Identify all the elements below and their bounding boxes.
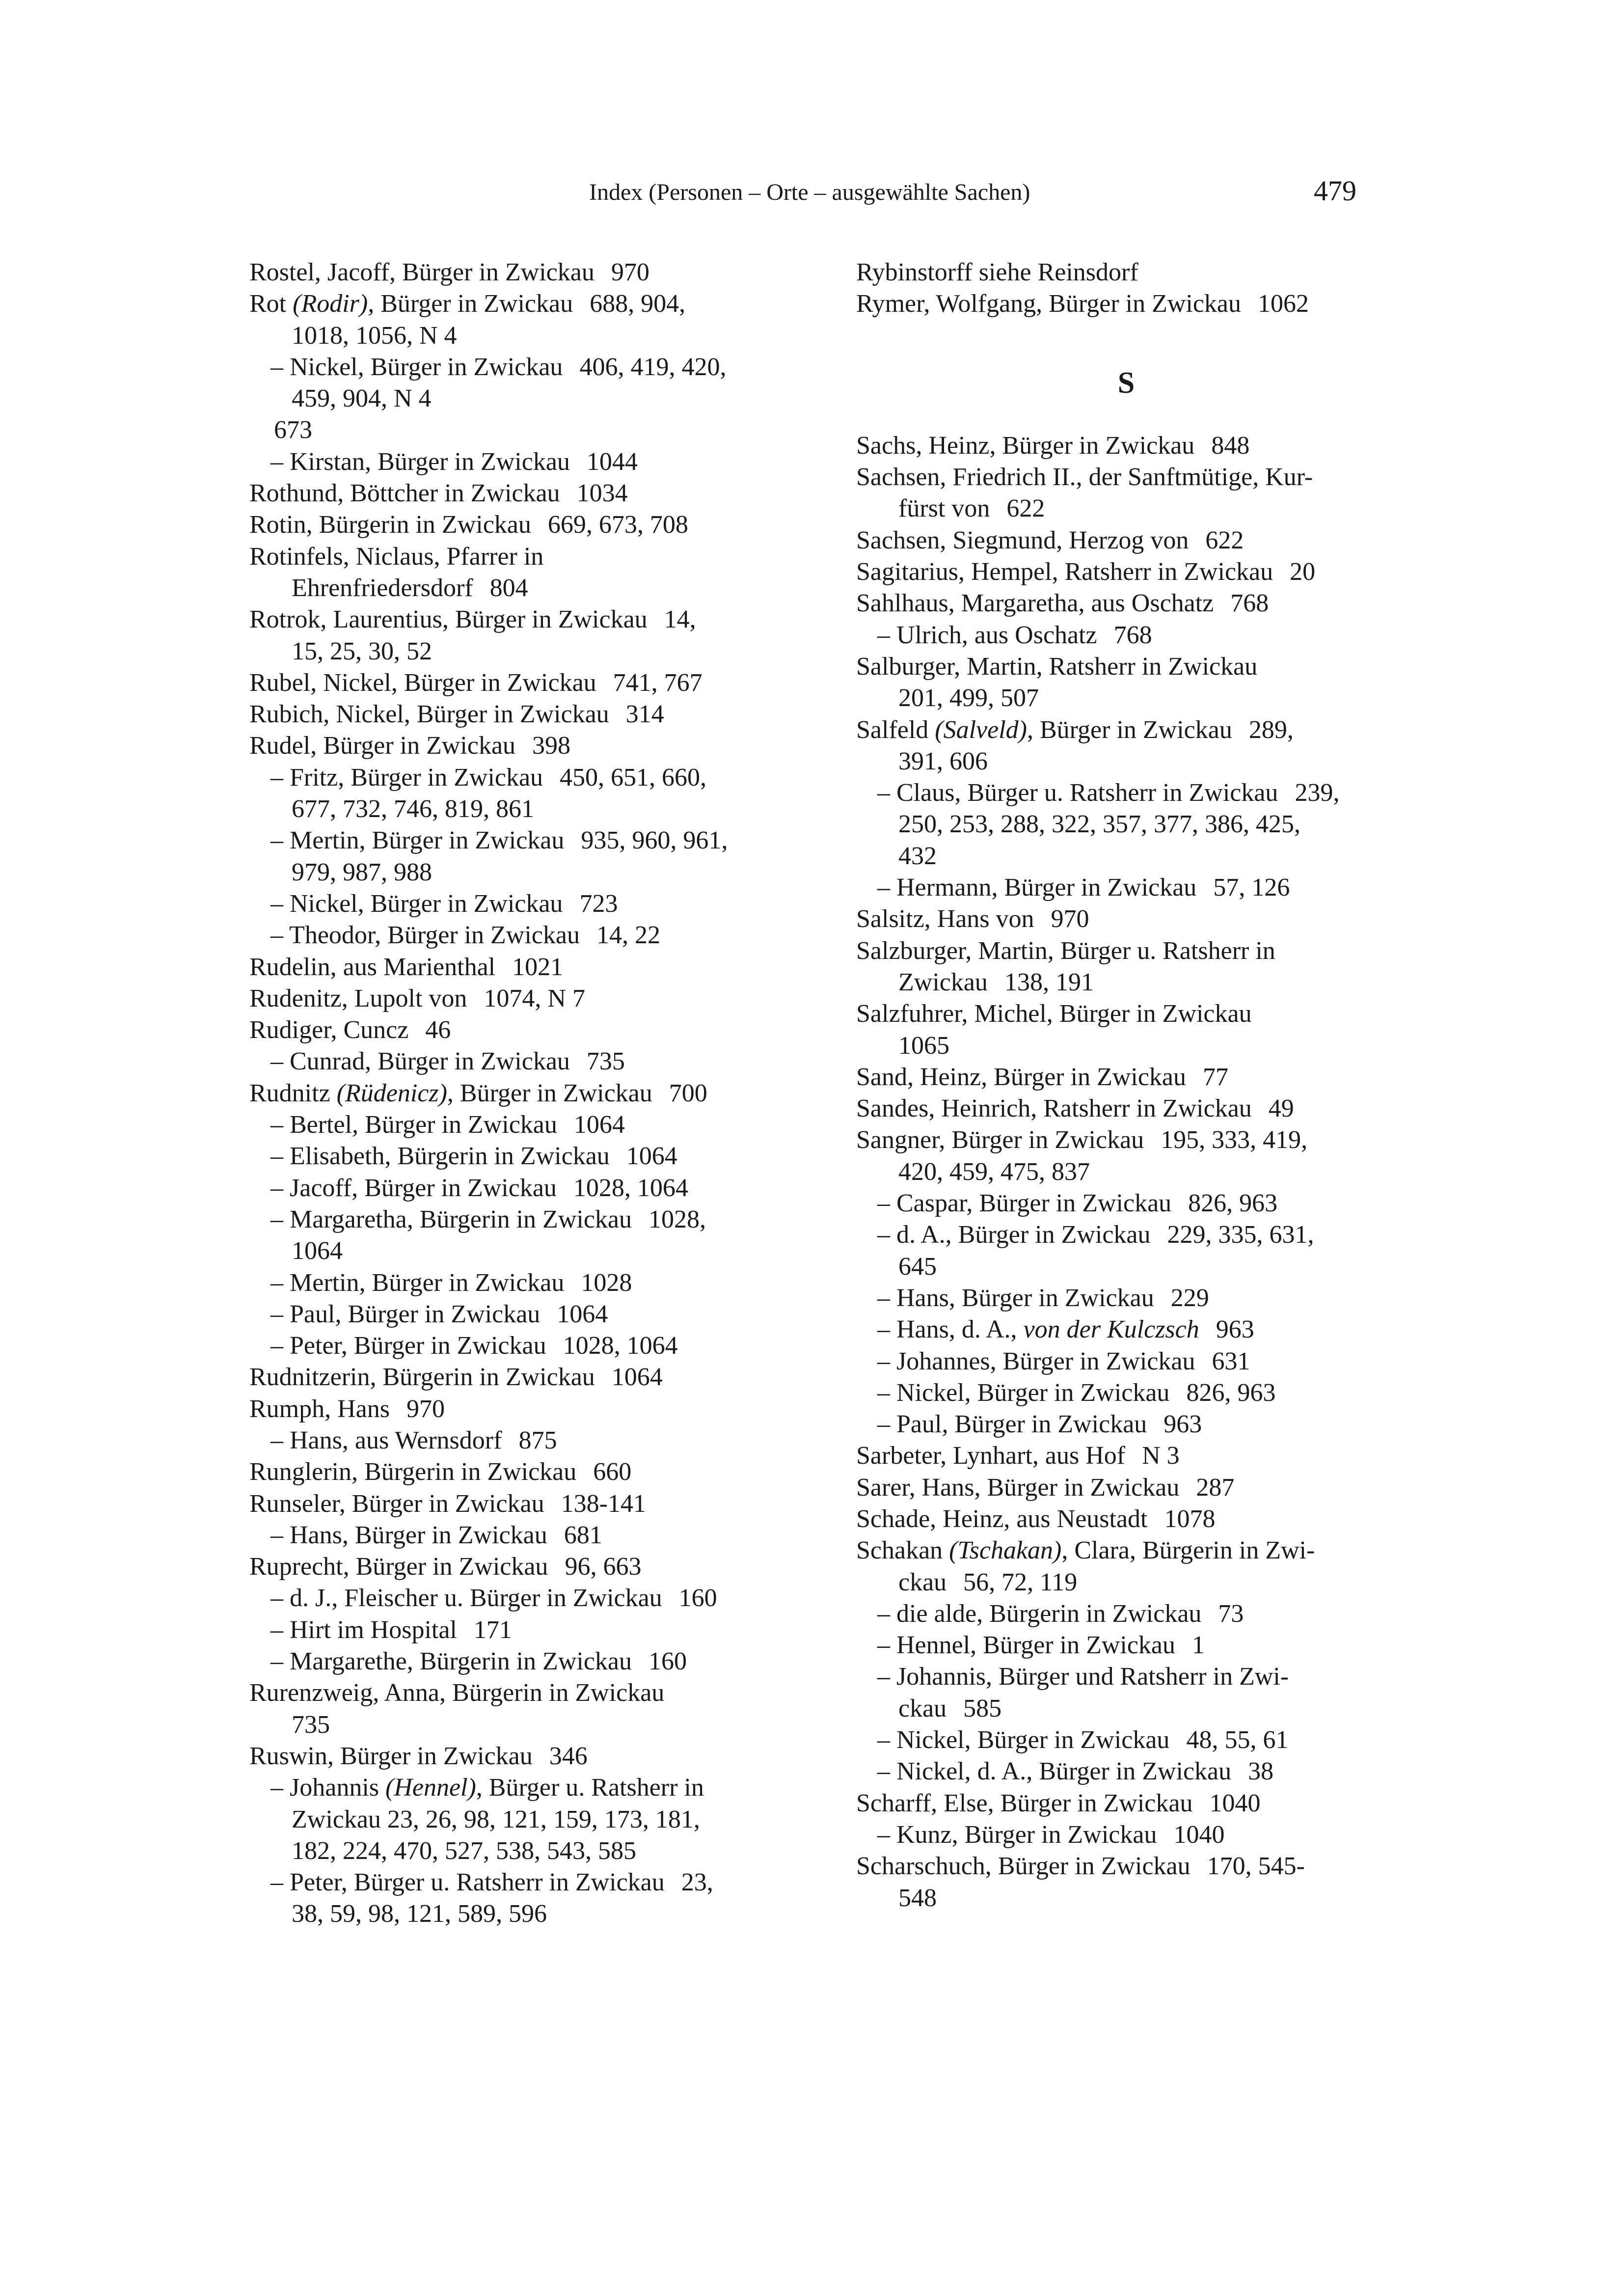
- index-group-s: [856, 430, 1396, 1914]
- entry-pages: 160: [648, 1647, 687, 1676]
- index-entry: [249, 1551, 789, 1583]
- index-entry: [249, 1141, 789, 1172]
- entry-term: Runglerin, Bürgerin in Zwickau: [249, 1458, 577, 1486]
- index-entry: [249, 1299, 789, 1330]
- index-entry: [249, 1583, 789, 1614]
- entry-term: – d. J., Fleischer u. Bürger in Zwickau: [270, 1584, 662, 1613]
- entry-continuation: [898, 809, 1396, 840]
- index-entry: [249, 1488, 789, 1520]
- index-entry: [249, 1520, 789, 1551]
- entry-pages: 38: [1248, 1757, 1274, 1786]
- entry-pages: 768: [1230, 589, 1269, 618]
- entry-term: – Nickel, Bürger in Zwickau: [877, 1726, 1170, 1754]
- entry-pages: 14,: [664, 605, 696, 634]
- index-entry: [249, 730, 789, 762]
- entry-term: Salzburger, Martin, Bürger u. Ratsherr in: [856, 936, 1275, 965]
- entry-pages: 171: [473, 1615, 512, 1644]
- entry-term: Schakan: [856, 1536, 949, 1565]
- index-entry: [856, 525, 1396, 556]
- entry-variant: (Rodir): [293, 290, 368, 318]
- entry-continuation-text: 459, 904, N 4: [292, 384, 432, 413]
- index-entry: [249, 1046, 789, 1077]
- entry-pages: 963: [1163, 1410, 1202, 1439]
- entry-term: – Margaretha, Bürgerin in Zwickau: [270, 1205, 632, 1233]
- entry-pages: 287: [1196, 1473, 1235, 1502]
- entry-term: Rumph, Hans: [249, 1394, 390, 1423]
- entry-term: Rudenitz, Lupolt von: [249, 984, 467, 1012]
- entry-pages: 229: [1170, 1284, 1209, 1312]
- index-entry: [249, 1614, 789, 1646]
- running-head: Index (Personen – Orte – ausgewählte Sachen): [589, 179, 1030, 205]
- entry-term: Scharff, Else, Bürger in Zwickau: [856, 1789, 1193, 1817]
- index-entry: [249, 762, 789, 825]
- entry-continuation-text: 1064: [292, 1237, 343, 1265]
- entry-term: Rudnitzerin, Bürgerin in Zwickau: [249, 1363, 595, 1392]
- entry-pages: 49: [1268, 1094, 1294, 1123]
- entry-term-rest: , Bürger u. Ratsherr in: [476, 1774, 704, 1802]
- entry-term: Sachsen, Siegmund, Herzog von: [856, 526, 1189, 554]
- entry-pages: 970: [611, 258, 649, 286]
- index-entry: [856, 1851, 1396, 1914]
- entry-term: Rudiger, Cuncz: [249, 1016, 409, 1044]
- entry-pages: 1044: [586, 447, 638, 476]
- entry-continuation: [292, 857, 789, 888]
- entry-pages: 1028: [581, 1268, 632, 1297]
- entry-term: Sachsen, Friedrich II., der Sanftmütige, Kur-: [856, 463, 1313, 492]
- entry-pages: 804: [489, 574, 528, 602]
- entry-continuation-text: 15, 25, 30, 52: [292, 637, 432, 665]
- entry-pages: 1064: [557, 1300, 608, 1328]
- index-entry: [856, 903, 1396, 935]
- entry-continuation-text: 735: [292, 1710, 330, 1739]
- entry-continuation: [292, 793, 789, 825]
- entry-continuation: [898, 493, 1396, 524]
- entry-continuation: [898, 1251, 1396, 1283]
- entry-continuation-text: 645: [898, 1252, 937, 1281]
- entry-continuation-text: Ehrenfriedersdorf: [292, 574, 473, 602]
- index-entry: [856, 1630, 1396, 1661]
- entry-continuation-text: fürst von: [898, 494, 990, 523]
- index-entry: [249, 983, 789, 1014]
- entry-pages: 138, 191: [1004, 968, 1094, 996]
- entry-pages: 1064: [573, 1111, 625, 1139]
- entry-term: Rothund, Böttcher in Zwickau: [249, 479, 560, 508]
- entry-pages: 970: [406, 1394, 445, 1423]
- entry-pages: 660: [593, 1458, 632, 1486]
- entry-continuation-text: 548: [898, 1884, 937, 1912]
- entry-term: Rudel, Bürger in Zwickau: [249, 732, 516, 760]
- entry-term: Rostel, Jacoff, Bürger in Zwickau: [249, 258, 595, 286]
- entry-variant: (Salveld): [935, 715, 1027, 744]
- index-entry: [249, 1173, 789, 1204]
- index-entry: [856, 1503, 1396, 1535]
- index-entry: [856, 998, 1396, 1062]
- entry-term-rest: , Bürger in Zwickau: [1027, 715, 1232, 744]
- entry-continuation: [898, 1693, 1396, 1724]
- index-entry: [856, 1440, 1396, 1472]
- entry-variant: (Hennel): [385, 1774, 476, 1802]
- entry-continuation: [898, 967, 1396, 998]
- entry-term: Salburger, Martin, Ratsherr in Zwickau: [856, 652, 1258, 681]
- entry-continuation: 182, 224, 470, 527, 538, 543, 585: [292, 1836, 636, 1865]
- entry-continuation-text: 677, 732, 746, 819, 861: [292, 795, 534, 823]
- index-column-left: [249, 257, 789, 1930]
- index-entry: [249, 1109, 789, 1141]
- entry-pages: 138-141: [561, 1489, 646, 1518]
- entry-continuation-text: 201, 499, 507: [898, 684, 1039, 712]
- entry-term: – Cunrad, Bürger in Zwickau: [270, 1047, 570, 1076]
- entry-pages: 735: [586, 1047, 625, 1076]
- entry-continuation-text: 420, 459, 475, 837: [898, 1157, 1090, 1186]
- entry-pages: 935, 960, 961,: [581, 826, 728, 855]
- entry-term: – Ulrich, aus Oschatz: [877, 621, 1097, 649]
- index-entry: [856, 935, 1396, 999]
- entry-pages: 1040: [1173, 1820, 1225, 1849]
- index-entry: [249, 1425, 789, 1456]
- entry-variant: (Tschakan): [949, 1536, 1062, 1565]
- index-entry: [249, 288, 789, 352]
- index-entry: [856, 430, 1396, 462]
- entry-term: – Bertel, Bürger in Zwickau: [270, 1111, 557, 1139]
- index-entry: [249, 1456, 789, 1488]
- entry-pages: 170, 545-: [1207, 1852, 1305, 1881]
- entry-term: Rymer, Wolfgang, Bürger in Zwickau: [856, 290, 1242, 318]
- entry-continuation: [292, 573, 789, 604]
- entry-term: – Margarethe, Bürgerin in Zwickau: [270, 1647, 632, 1676]
- entry-pages: 20: [1290, 558, 1316, 586]
- entry-term: – Nickel, Bürger in Zwickau: [877, 1378, 1170, 1407]
- entry-continuation-text: 1065: [898, 1031, 949, 1060]
- entry-pages: 195, 333, 419,: [1161, 1126, 1308, 1154]
- index-entry: [249, 1014, 789, 1046]
- entry-continuation: [898, 1156, 1396, 1188]
- entry-pages: 669, 673, 708: [547, 511, 688, 539]
- index-entry: [856, 1093, 1396, 1124]
- entry-pages: 314: [625, 700, 664, 729]
- entry-continuation-text: Zwickau 23, 26, 98, 121, 159, 173, 181,: [292, 1805, 700, 1833]
- entry-term: – d. A., Bürger in Zwickau: [877, 1221, 1151, 1249]
- index-entry: [249, 1677, 789, 1741]
- index-entry: [249, 1772, 789, 1867]
- entry-continuation: [292, 1804, 789, 1835]
- entry-pages: 681: [564, 1521, 602, 1549]
- entry-continuation-text: 1018, 1056, N 4: [292, 321, 457, 350]
- index-entry: [856, 1062, 1396, 1093]
- entry-term: – Johannis, Bürger und Ratsherr in Zwi-: [877, 1663, 1289, 1691]
- index-entry: [249, 667, 789, 699]
- entry-term: – Johannes, Bürger in Zwickau: [877, 1347, 1195, 1375]
- index-entry: [249, 888, 789, 920]
- entry-term: Rudelin, aus Marienthal: [249, 953, 496, 981]
- entry-continuation-text: 391, 606: [898, 747, 988, 775]
- entry-term: – Hans, d. A.,: [877, 1315, 1024, 1344]
- entry-pages: 160: [678, 1584, 717, 1613]
- entry-continuation: 432: [898, 842, 937, 870]
- entry-pages: 450, 651, 660,: [560, 763, 707, 792]
- entry-pages: 688, 904,: [590, 290, 686, 318]
- entry-term: – Elisabeth, Bürgerin in Zwickau: [270, 1142, 610, 1171]
- entry-term: Runseler, Bürger in Zwickau: [249, 1489, 544, 1518]
- entry-continuation: [898, 746, 1396, 777]
- entry-pages: 14, 22: [596, 921, 660, 950]
- entry-term: Sangner, Bürger in Zwickau: [856, 1126, 1144, 1154]
- entry-pages: 826, 963: [1188, 1189, 1278, 1218]
- entry-term: – Hennel, Bürger in Zwickau: [877, 1631, 1175, 1660]
- entry-pages: 585: [963, 1694, 1002, 1722]
- entry-term: Rybinstorff siehe Reinsdorf: [856, 258, 1138, 286]
- entry-term: – Kunz, Bürger in Zwickau: [877, 1820, 1157, 1849]
- entry-continuation: [292, 1235, 789, 1267]
- entry-pages: 1021: [512, 953, 564, 981]
- entry-term: – Hans, Bürger in Zwickau: [877, 1284, 1154, 1312]
- entry-pages: 768: [1113, 621, 1152, 649]
- index-entry: [856, 1124, 1396, 1188]
- entry-term: – Peter, Bürger u. Ratsherr in Zwickau: [270, 1868, 665, 1897]
- index-entry: [249, 952, 789, 983]
- entry-pages: 229, 335, 631,: [1167, 1221, 1314, 1249]
- entry-continuation-text: ckau: [898, 1568, 947, 1596]
- entry-term: – Hirt im Hospital: [270, 1615, 457, 1644]
- index-entry: [856, 1788, 1396, 1819]
- entry-pages: 1028, 1064: [563, 1332, 678, 1360]
- entry-pages: 289,: [1248, 715, 1294, 744]
- entry-term: Rurenzweig, Anna, Bürgerin in Zwickau: [249, 1679, 665, 1707]
- entry-term-rest: , Clara, Bürgerin in Zwi-: [1061, 1536, 1315, 1565]
- entry-continuation: [898, 1883, 1396, 1914]
- entry-term: Schade, Heinz, aus Neustadt: [856, 1504, 1148, 1533]
- index-entry: [249, 1394, 789, 1425]
- entry-term: – Nickel, Bürger in Zwickau: [270, 889, 563, 918]
- entry-pages: 1040: [1209, 1789, 1261, 1817]
- page-number: 479: [1314, 175, 1356, 207]
- entry-term: – Paul, Bürger in Zwickau: [877, 1410, 1147, 1439]
- entry-pages: 23,: [681, 1868, 713, 1897]
- index-entry: [856, 588, 1396, 619]
- entry-term: Rubich, Nickel, Bürger in Zwickau: [249, 700, 609, 729]
- entry-term: Salzfuhrer, Michel, Bürger in Zwickau: [856, 1000, 1252, 1028]
- index-entry: [856, 1314, 1396, 1345]
- index-entry: [856, 651, 1396, 714]
- index-entry: [249, 1204, 789, 1267]
- index-entry: [249, 1646, 789, 1677]
- index-entry: [249, 414, 789, 446]
- entry-term: – Peter, Bürger in Zwickau: [270, 1332, 546, 1360]
- entry-pages: 631: [1212, 1347, 1250, 1375]
- entry-continuation-text: ckau: [898, 1694, 947, 1722]
- entry-pages: 1034: [576, 479, 628, 508]
- index-entry: [856, 462, 1396, 525]
- index-entry: [856, 1472, 1396, 1503]
- entry-pages: 1028,: [648, 1205, 706, 1233]
- entry-term: – Kirstan, Bürger in Zwickau: [270, 447, 570, 476]
- index-entry: [249, 604, 789, 667]
- index-entry: [856, 1219, 1396, 1283]
- entry-term: Rotin, Bürgerin in Zwickau: [249, 511, 531, 539]
- entry-continuation: [898, 1567, 1396, 1598]
- entry-pages: 1028, 1064: [573, 1174, 688, 1202]
- entry-pages: 848: [1211, 431, 1250, 460]
- index-entry: [856, 556, 1396, 588]
- entry-term: Sarbeter, Lynhart, aus Hof: [856, 1442, 1126, 1470]
- entry-term: Scharschuch, Bürger in Zwickau: [856, 1852, 1190, 1881]
- index-entry: [249, 446, 789, 478]
- entry-continuation: [292, 1898, 789, 1930]
- entry-term: – Nickel, d. A., Bürger in Zwickau: [877, 1757, 1232, 1786]
- entry-continuation: [898, 683, 1396, 714]
- entry-pages: N 3: [1142, 1442, 1180, 1470]
- index-entry: [249, 257, 789, 288]
- entry-pages: 406, 419, 420,: [579, 353, 727, 381]
- entry-term: Rot: [249, 290, 293, 318]
- entry-pages: 96, 663: [565, 1553, 642, 1581]
- entry-pages: 1062: [1258, 290, 1309, 318]
- entry-continuation: [292, 320, 789, 352]
- index-entry: [249, 1267, 789, 1299]
- entry-pages: 700: [669, 1079, 707, 1107]
- entry-pages: 826, 963: [1186, 1378, 1276, 1407]
- entry-term: – Fritz, Bürger in Zwickau: [270, 763, 543, 792]
- entry-term: – Theodor, Bürger in Zwickau: [270, 921, 580, 950]
- entry-term: – Mertin, Bürger in Zwickau: [270, 826, 565, 855]
- index-entry: [249, 920, 789, 951]
- index-entry: [856, 1188, 1396, 1219]
- entry-term: Ruprecht, Bürger in Zwickau: [249, 1553, 548, 1581]
- entry-term: – Paul, Bürger in Zwickau: [270, 1300, 541, 1328]
- entry-term: Salsitz, Hans von: [856, 905, 1034, 933]
- entry-pages: 1074, N 7: [484, 984, 585, 1012]
- entry-pages: 239,: [1295, 779, 1340, 807]
- index-entry: [249, 1362, 789, 1393]
- entry-variant: (Rüdenicz): [336, 1079, 447, 1107]
- index-entry: [856, 257, 1396, 288]
- entry-term: Rudnitz: [249, 1079, 337, 1107]
- entry-variant: von der Kulczsch: [1023, 1315, 1199, 1344]
- entry-pages: 46: [425, 1016, 451, 1044]
- entry-term: – Mertin, Bürger in Zwickau: [270, 1268, 565, 1297]
- entry-pages: 723: [579, 889, 618, 918]
- entry-continuation-text: 979, 987, 988: [292, 858, 432, 886]
- entry-continuation: [292, 383, 789, 414]
- entry-term: – Johannis: [270, 1774, 385, 1802]
- entry-term: Rubel, Nickel, Bürger in Zwickau: [249, 668, 596, 697]
- entry-pages: 56, 72, 119: [963, 1568, 1078, 1596]
- entry-pages: 57, 126: [1213, 874, 1290, 902]
- index-entry: [856, 288, 1396, 320]
- entry-pages: 875: [518, 1426, 557, 1454]
- index-entry: [249, 541, 789, 604]
- entry-continuation-text: 250, 253, 288, 322, 357, 377, 386, 425,: [898, 810, 1300, 839]
- entry-continuation: [292, 636, 789, 667]
- index-group-r: [856, 257, 1396, 320]
- entry-pages: 970: [1051, 905, 1089, 933]
- entry-term: Ruswin, Bürger in Zwickau: [249, 1742, 533, 1770]
- index-entry: [856, 1661, 1396, 1724]
- entry-term-rest: , Bürger in Zwickau: [447, 1079, 652, 1107]
- index-entry: [856, 1535, 1396, 1598]
- index-entry: [856, 1724, 1396, 1756]
- entry-term: – die alde, Bürgerin in Zwickau: [877, 1599, 1202, 1628]
- entry-term: Rotinfels, Niclaus, Pfarrer in: [249, 542, 544, 571]
- entry-pages: 1064: [626, 1142, 677, 1171]
- index-entry: [249, 1330, 789, 1362]
- index-entry: [856, 714, 1396, 778]
- entry-term: – Jacoff, Bürger in Zwickau: [270, 1174, 557, 1202]
- entry-term-rest: , Bürger in Zwickau: [368, 290, 573, 318]
- entry-term: – Hans, aus Wernsdorf: [270, 1426, 502, 1454]
- entry-term: – Hermann, Bürger in Zwickau: [877, 874, 1197, 902]
- entry-term: – Hans, Bürger in Zwickau: [270, 1521, 547, 1549]
- entry-term: Rotrok, Laurentius, Bürger in Zwickau: [249, 605, 648, 634]
- entry-term: Sahlhaus, Margaretha, aus Oschatz: [856, 589, 1214, 618]
- entry-pages: 1064: [611, 1363, 663, 1392]
- entry-continuation-text: Zwickau: [898, 968, 988, 996]
- entry-pages: 48, 55, 61: [1186, 1726, 1289, 1754]
- entry-pages: 1: [1192, 1631, 1205, 1660]
- index-entry: [856, 1283, 1396, 1314]
- index-entry: [856, 1756, 1396, 1787]
- entry-pages: 346: [549, 1742, 588, 1770]
- entry-term: Sandes, Heinrich, Ratsherr in Zwickau: [856, 1094, 1252, 1123]
- entry-term: 673: [274, 416, 312, 444]
- index-column-right: [856, 257, 1396, 1914]
- index-entry: [856, 872, 1396, 903]
- index-entry: [856, 777, 1396, 872]
- entry-pages: 963: [1216, 1315, 1254, 1344]
- index-entry: [856, 1377, 1396, 1409]
- entry-pages: 622: [1205, 526, 1244, 554]
- entry-term: – Claus, Bürger u. Ratsherr in Zwickau: [877, 779, 1278, 807]
- index-entry: [856, 1346, 1396, 1377]
- index-entry: [249, 509, 789, 541]
- entry-pages: 77: [1203, 1063, 1228, 1091]
- entry-term: Sagitarius, Hempel, Ratsherr in Zwickau: [856, 558, 1273, 586]
- index-entry: [856, 1409, 1396, 1440]
- section-letter-heading: S: [1117, 366, 1135, 400]
- entry-pages: 73: [1218, 1599, 1244, 1628]
- index-entry: [249, 352, 789, 415]
- entry-term: Sand, Heinz, Bürger in Zwickau: [856, 1063, 1186, 1091]
- index-entry: [856, 620, 1396, 651]
- index-entry: [856, 1819, 1396, 1851]
- index-entry: [856, 1598, 1396, 1630]
- entry-pages: 1078: [1164, 1504, 1216, 1533]
- entry-pages: 398: [532, 732, 571, 760]
- entry-term: Sarer, Hans, Bürger in Zwickau: [856, 1473, 1180, 1502]
- entry-pages: 622: [1006, 494, 1045, 523]
- index-entry: [249, 825, 789, 888]
- entry-continuation: [898, 1030, 1396, 1062]
- index-entry: [249, 1078, 789, 1109]
- entry-continuation: [292, 1709, 789, 1741]
- entry-term: Salfeld: [856, 715, 935, 744]
- index-entry: [249, 1741, 789, 1772]
- entry-continuation-text: 38, 59, 98, 121, 589, 596: [292, 1900, 547, 1928]
- entry-pages: 741, 767: [613, 668, 703, 697]
- entry-term: – Caspar, Bürger in Zwickau: [877, 1189, 1172, 1218]
- index-entry: [249, 699, 789, 730]
- index-entry: [249, 1867, 789, 1930]
- entry-term: – Nickel, Bürger in Zwickau: [270, 353, 563, 381]
- index-entry: [249, 478, 789, 509]
- entry-term: Sachs, Heinz, Bürger in Zwickau: [856, 431, 1195, 460]
